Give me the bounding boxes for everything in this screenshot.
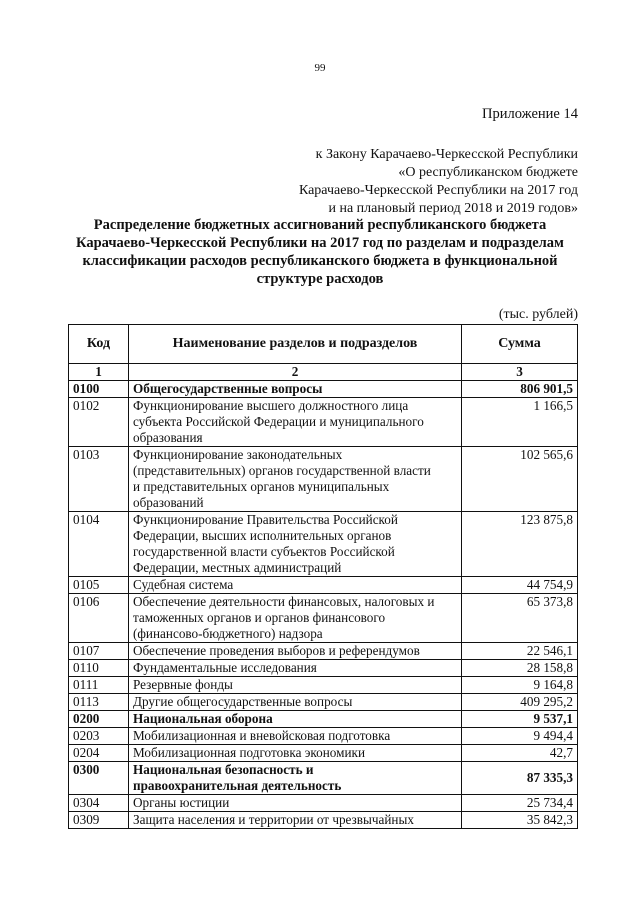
table-row bbox=[69, 694, 578, 711]
row-name-line: государственной власти субъектов Российской bbox=[133, 544, 395, 559]
row-name-line: образования bbox=[133, 430, 203, 445]
table-row bbox=[69, 728, 578, 745]
table-row bbox=[69, 381, 578, 398]
row-code: 0300 bbox=[69, 762, 129, 795]
row-code: 0200 bbox=[69, 711, 129, 728]
row-name bbox=[129, 660, 462, 677]
column-number: 2 bbox=[129, 364, 462, 381]
appendix-title: Приложение 14 bbox=[482, 106, 578, 122]
row-code: 0106 bbox=[69, 594, 129, 643]
appendix-line: к Закону Карачаево-Черкесской Республики bbox=[315, 147, 578, 162]
table-body bbox=[69, 381, 578, 829]
row-name bbox=[129, 594, 462, 643]
row-name bbox=[129, 398, 462, 447]
column-number: 3 bbox=[462, 364, 578, 381]
row-name-line: Национальная оборона bbox=[133, 711, 273, 726]
row-name-line: Фундаментальные исследования bbox=[133, 660, 317, 675]
row-name bbox=[129, 694, 462, 711]
row-name bbox=[129, 745, 462, 762]
row-code: 0304 bbox=[69, 795, 129, 812]
row-name-line: (финансово-бюджетного) надзора bbox=[133, 626, 323, 641]
row-name-line: Функционирование Правительства Российской bbox=[133, 512, 398, 527]
table-row bbox=[69, 577, 578, 594]
table-row bbox=[69, 660, 578, 677]
document-title-line: Распределение бюджетных ассигнований республиканского бюджета bbox=[93, 217, 547, 233]
column-number: 1 bbox=[69, 364, 129, 381]
row-name-line: Другие общегосударственные вопросы bbox=[133, 694, 353, 709]
row-code: 0111 bbox=[69, 677, 129, 694]
row-name bbox=[129, 643, 462, 660]
row-name bbox=[129, 381, 462, 398]
table-row bbox=[69, 398, 578, 447]
column-numbering-row bbox=[69, 364, 578, 381]
row-name-line: Обеспечение деятельности финансовых, налоговых и bbox=[133, 594, 435, 609]
row-name-line: правоохранительная деятельность bbox=[133, 778, 342, 793]
header-code: Код bbox=[69, 325, 129, 364]
row-code: 0113 bbox=[69, 694, 129, 711]
row-name-line: субъекта Российской Федерации и муниципального bbox=[133, 414, 424, 429]
row-name bbox=[129, 762, 462, 795]
row-name-line: Мобилизационная подготовка экономики bbox=[133, 745, 366, 760]
document-title-line: структуре расходов bbox=[256, 271, 384, 287]
row-name-line: Судебная система bbox=[133, 577, 234, 592]
row-name bbox=[129, 677, 462, 694]
row-name-line: Федерации, высших исполнительных органов bbox=[133, 528, 392, 543]
row-name-line: Резервные фонды bbox=[133, 677, 233, 692]
table-row bbox=[69, 643, 578, 660]
row-sum: 22 546,1 bbox=[462, 643, 578, 660]
row-sum: 9 537,1 bbox=[462, 711, 578, 728]
row-sum: 42,7 bbox=[462, 745, 578, 762]
row-name bbox=[129, 447, 462, 512]
row-code: 0104 bbox=[69, 512, 129, 577]
row-code: 0107 bbox=[69, 643, 129, 660]
row-name-line: Органы юстиции bbox=[133, 795, 230, 810]
row-sum: 35 842,3 bbox=[462, 812, 578, 829]
row-code: 0102 bbox=[69, 398, 129, 447]
row-code: 0204 bbox=[69, 745, 129, 762]
row-name bbox=[129, 812, 462, 829]
row-name-line: Функционирование высшего должностного лица bbox=[133, 398, 409, 413]
table-row bbox=[69, 812, 578, 829]
row-code: 0110 bbox=[69, 660, 129, 677]
row-name-line: Национальная безопасность и bbox=[133, 762, 314, 777]
row-code: 0105 bbox=[69, 577, 129, 594]
row-sum: 409 295,2 bbox=[462, 694, 578, 711]
row-name bbox=[129, 795, 462, 812]
document-title bbox=[62, 216, 578, 288]
appendix-reference bbox=[299, 146, 578, 218]
appendix-line: Карачаево-Черкесской Республики на 2017 год bbox=[298, 183, 578, 198]
row-sum: 25 734,4 bbox=[462, 795, 578, 812]
document-title-line: Карачаево-Черкесской Республики на 2017 год по разделам и подразделам bbox=[76, 235, 564, 251]
row-name-line: (представительных) органов государственной власти bbox=[133, 463, 431, 478]
row-code: 0203 bbox=[69, 728, 129, 745]
row-sum: 9 494,4 bbox=[462, 728, 578, 745]
row-name-line: и представительных органов муниципальных bbox=[133, 479, 390, 494]
row-name bbox=[129, 728, 462, 745]
row-name-line: Федерации, местных администраций bbox=[133, 560, 342, 575]
table-row bbox=[69, 795, 578, 812]
table-row bbox=[69, 512, 578, 577]
appendix-line: и на плановый период 2018 и 2019 годов» bbox=[328, 201, 578, 216]
row-sum: 102 565,6 bbox=[462, 447, 578, 512]
row-sum: 65 373,8 bbox=[462, 594, 578, 643]
appendix-line: «О республиканском бюджете bbox=[398, 165, 578, 180]
row-name bbox=[129, 512, 462, 577]
row-sum: 28 158,8 bbox=[462, 660, 578, 677]
header-name: Наименование разделов и подразделов bbox=[129, 325, 462, 364]
row-sum: 87 335,3 bbox=[462, 762, 578, 795]
row-sum: 806 901,5 bbox=[462, 381, 578, 398]
row-name-line: Защита населения и территории от чрезвычайных bbox=[133, 812, 414, 827]
row-name-line: образований bbox=[133, 495, 204, 510]
page-number: 99 bbox=[314, 62, 326, 74]
units-label: (тыс. рублей) bbox=[498, 307, 578, 322]
row-code: 0100 bbox=[69, 381, 129, 398]
row-code: 0309 bbox=[69, 812, 129, 829]
row-name-line: таможенных органов и органов финансового bbox=[133, 610, 386, 625]
row-name-line: Функционирование законодательных bbox=[133, 447, 343, 462]
row-sum: 44 754,9 bbox=[462, 577, 578, 594]
table-row bbox=[69, 447, 578, 512]
budget-table bbox=[68, 324, 578, 829]
table-row bbox=[69, 677, 578, 694]
table-row bbox=[69, 762, 578, 795]
row-name-line: Общегосударственные вопросы bbox=[133, 381, 323, 396]
row-code: 0103 bbox=[69, 447, 129, 512]
row-name-line: Обеспечение проведения выборов и референдумов bbox=[133, 643, 420, 658]
table-row bbox=[69, 711, 578, 728]
row-name bbox=[129, 711, 462, 728]
table-header-row bbox=[69, 325, 578, 364]
table-row bbox=[69, 745, 578, 762]
row-name bbox=[129, 577, 462, 594]
row-sum: 1 166,5 bbox=[462, 398, 578, 447]
row-name-line: Мобилизационная и вневойсковая подготовка bbox=[133, 728, 391, 743]
header-sum: Сумма bbox=[462, 325, 578, 364]
row-sum: 123 875,8 bbox=[462, 512, 578, 577]
document-title-line: классификации расходов республиканского бюджета в функциональной bbox=[82, 253, 558, 269]
row-sum: 9 164,8 bbox=[462, 677, 578, 694]
table-row bbox=[69, 594, 578, 643]
